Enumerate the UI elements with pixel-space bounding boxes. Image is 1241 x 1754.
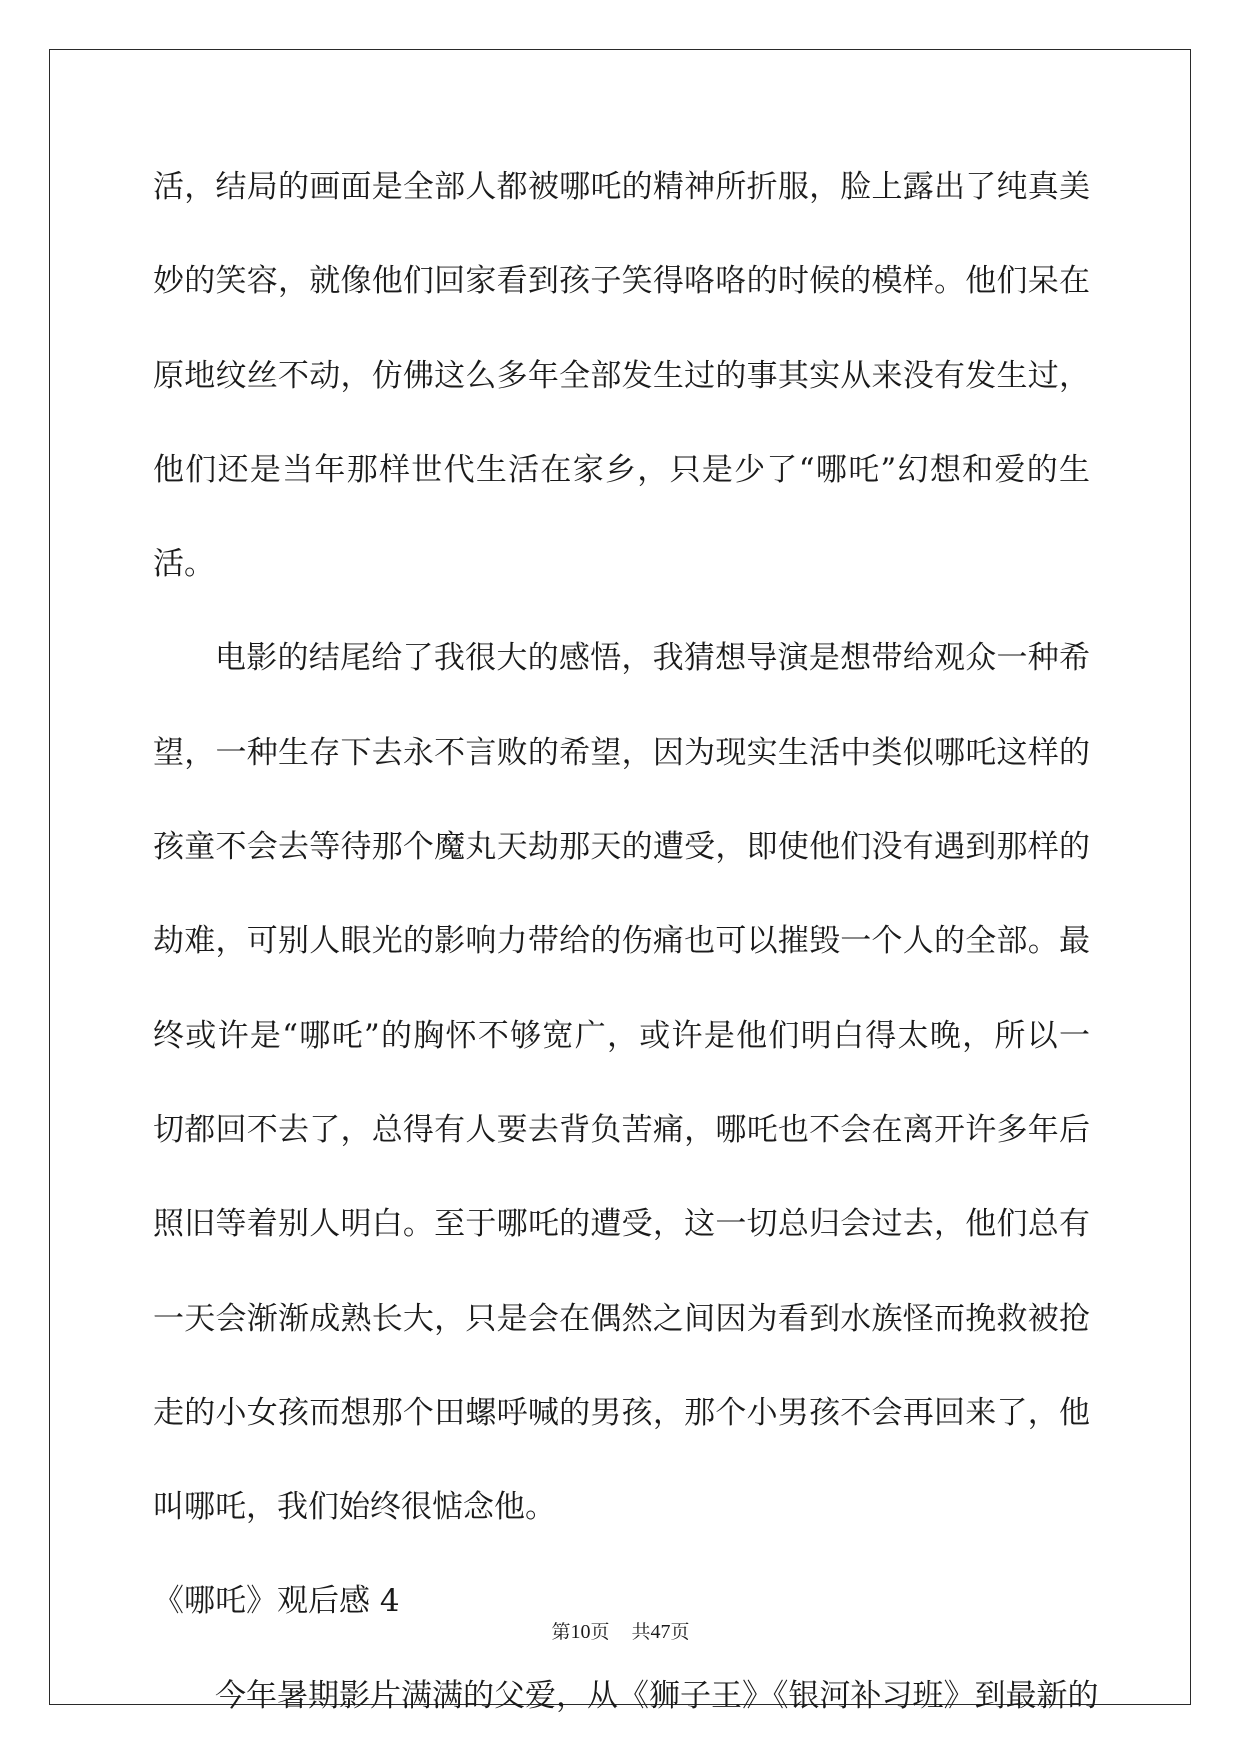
section-heading: 《哪吒》观后感 4 <box>153 1583 400 1620</box>
text-line: 终或许是“哪吒”的胸怀不够宽广，或许是他们明白得太晚，所以一 <box>153 1017 1090 1054</box>
text-line: 劫难，可别人眼光的影响力带给的伤痛也可以摧毁一个人的全部。最 <box>153 923 1090 960</box>
text-line: 走的小女孩而想那个田螺呼喊的男孩，那个小男孩不会再回来了，他 <box>153 1394 1090 1431</box>
page-number: 10 <box>570 1621 591 1643</box>
text-line: 活，结局的画面是全部人都被哪吒的精神所折服，脸上露出了纯真美 <box>153 169 1090 205</box>
document-body <box>153 140 1099 1743</box>
text-line: 活。 <box>153 546 215 583</box>
paragraph-start-line: 今年暑期影片满满的父爱，从《狮子王》《银河补习班》到最新的 <box>215 1677 1099 1714</box>
page-footer <box>0 1617 1241 1644</box>
text-line: 原地纹丝不动，仿佛这么多年全部发生过的事其实从来没有发生过， <box>153 357 1090 394</box>
text-line: 照旧等着别人明白。至于哪吒的遭受，这一切总归会过去，他们总有 <box>153 1206 1090 1243</box>
paragraph-start-line: 电影的结尾给了我很大的感悟，我猜想导演是想带给观众一种希 <box>215 640 1090 677</box>
text-line: 望，一种生存下去永不言败的希望，因为现实生活中类似哪吒这样的 <box>153 734 1090 771</box>
text-line: 一天会渐渐成熟长大，只是会在偶然之间因为看到水族怪而挽救被抢 <box>153 1300 1090 1337</box>
text-line: 妙的笑容，就像他们回家看到孩子笑得咯咯的时候的模样。他们呆在 <box>153 263 1090 300</box>
text-line: 他们还是当年那样世代生活在家乡，只是少了“哪吒”幻想和爱的生 <box>153 451 1090 488</box>
text-line: 切都回不去了，总得有人要去背负苦痛，哪吒也不会在离开许多年后 <box>153 1111 1090 1148</box>
total-suffix: 页 <box>670 1621 690 1643</box>
page-prefix: 第 <box>551 1621 571 1643</box>
total-pages: 47 <box>650 1621 671 1643</box>
text-line: 孩童不会去等待那个魔丸天劫那天的遭受，即使他们没有遇到那样的 <box>153 829 1090 866</box>
text-line: 叫哪吒，我们始终很惦念他。 <box>153 1489 556 1526</box>
total-prefix: 共 <box>631 1621 651 1643</box>
page-suffix: 页 <box>590 1621 610 1643</box>
